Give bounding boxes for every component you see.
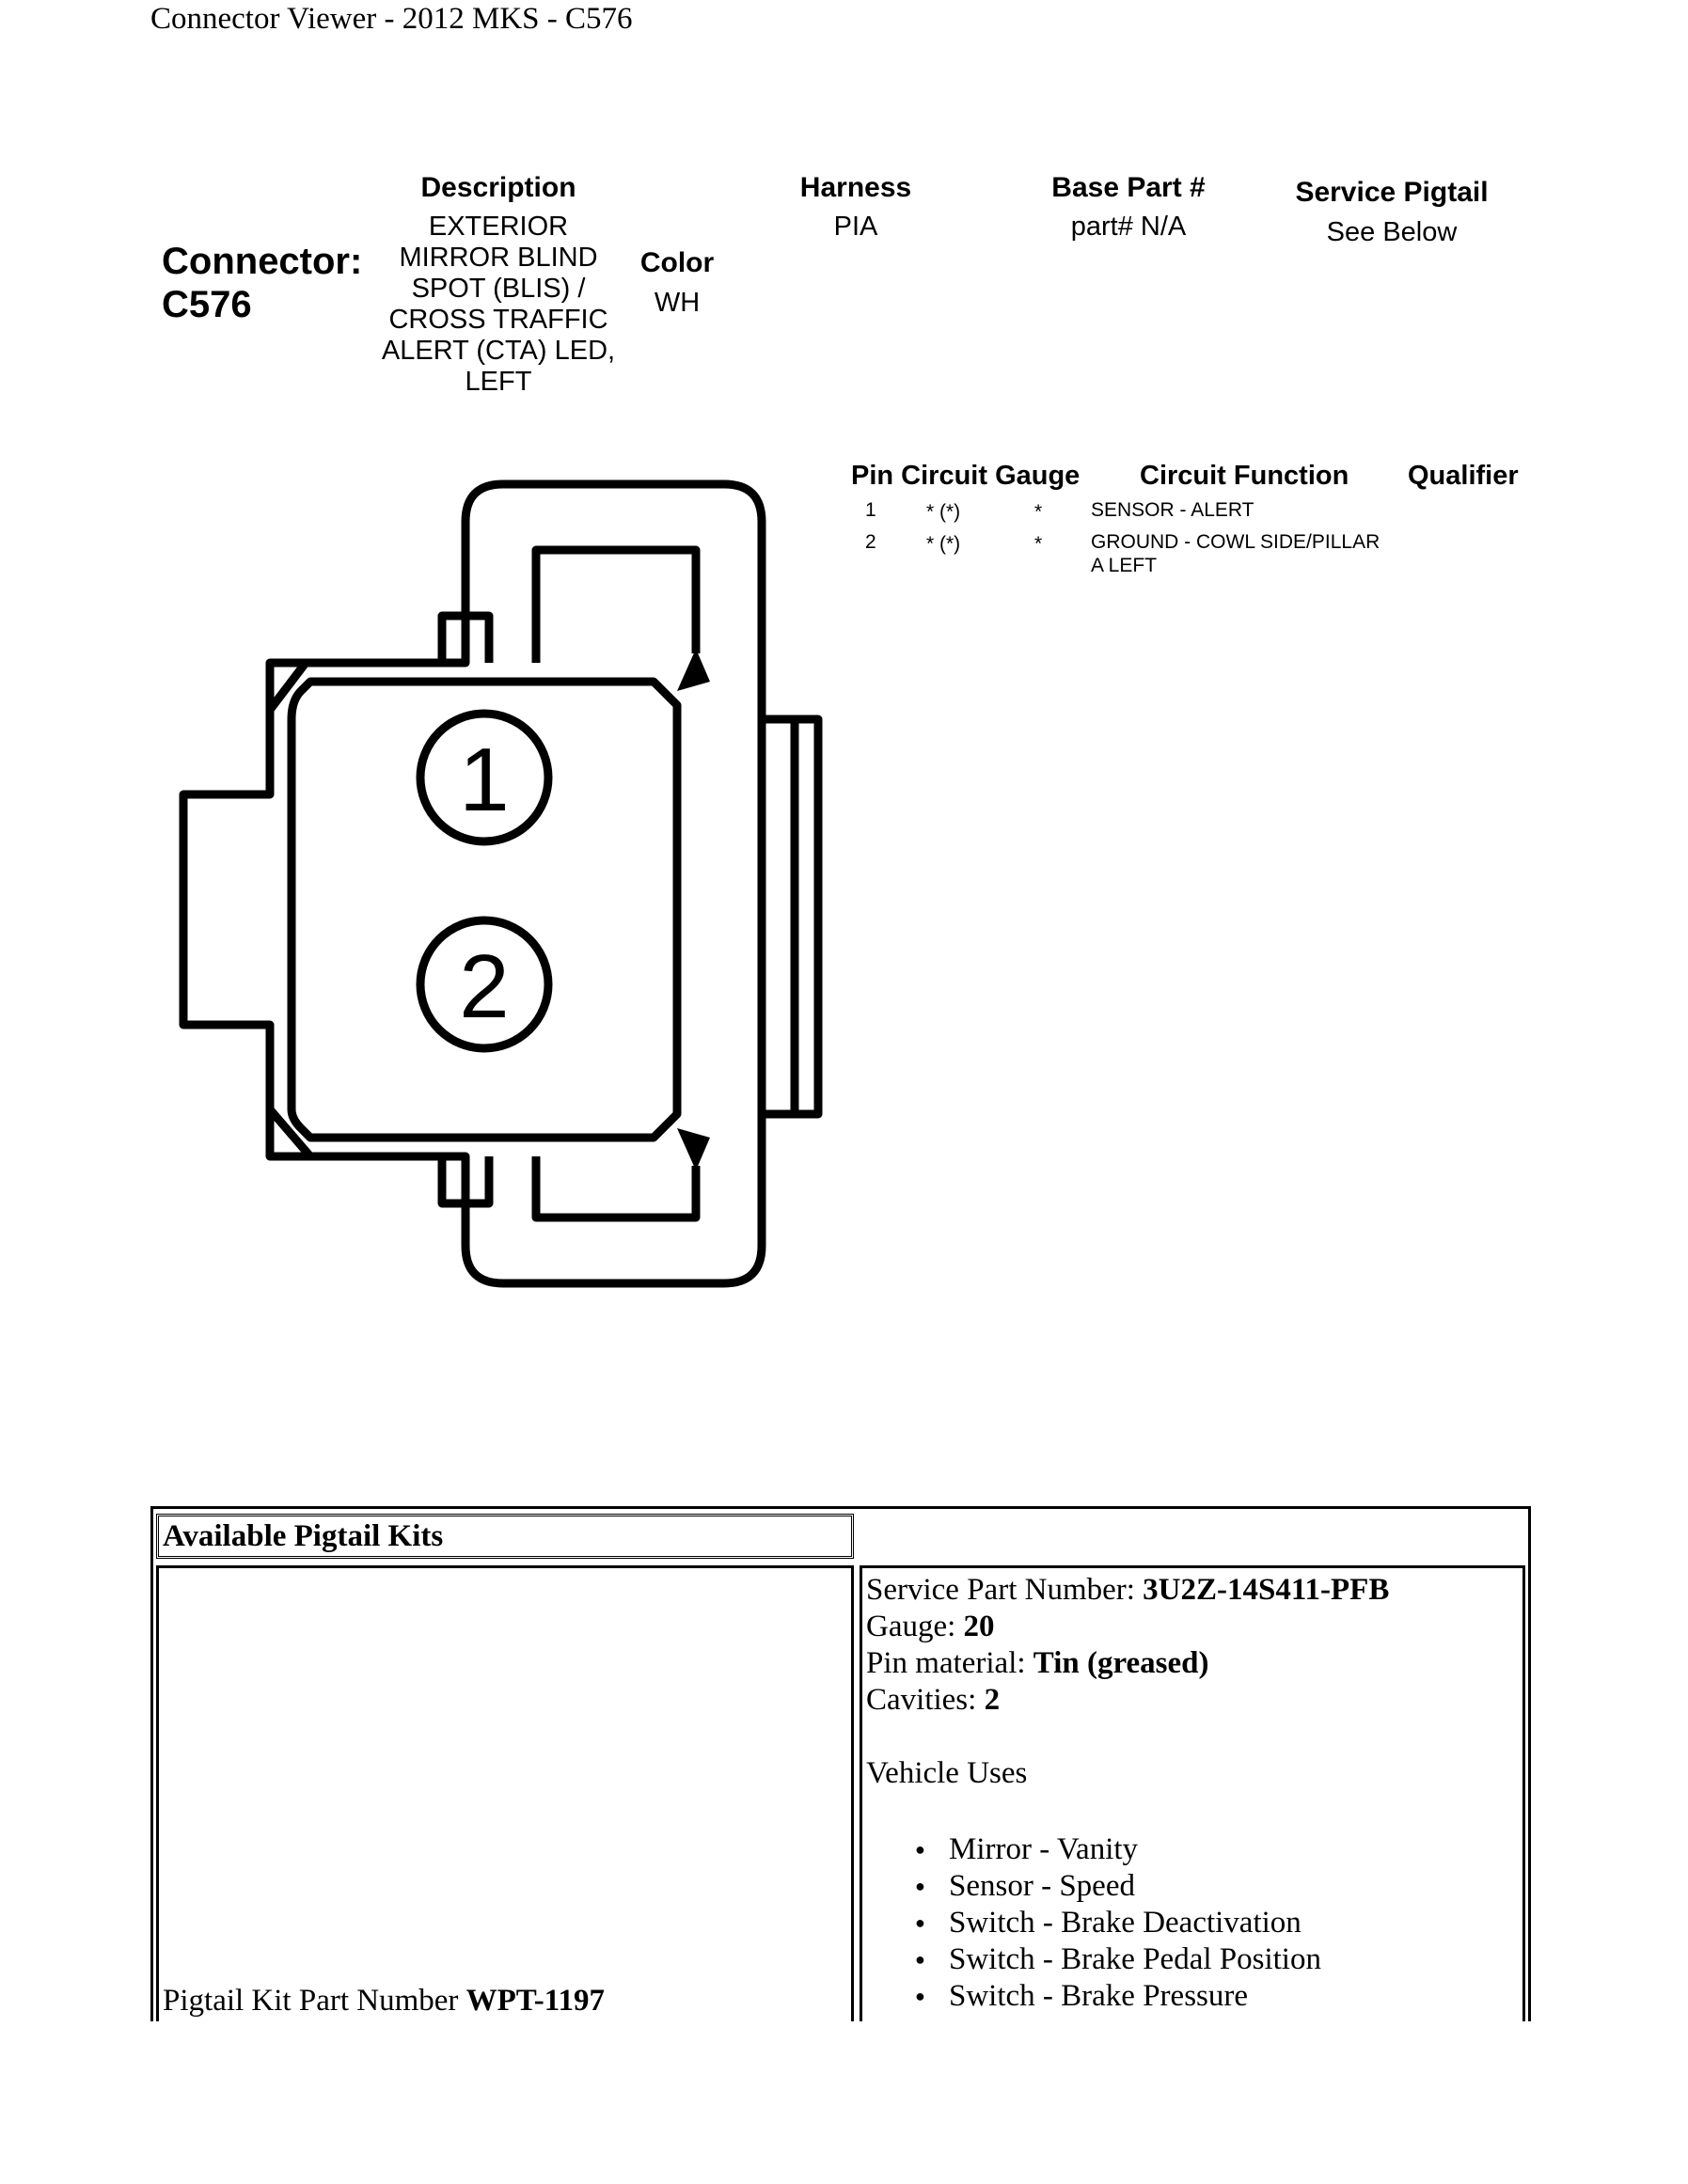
qualifier-header: Qualifier (1408, 461, 1519, 491)
pin-function-line: A LEFT (1091, 555, 1158, 576)
pin-function (1091, 498, 1254, 522)
cavities (866, 1682, 1522, 1719)
pigtail-kit-cell (156, 1565, 854, 2021)
list-item: ● Switch - Brake Deactivation (866, 1905, 1522, 1941)
description-line: LEFT (465, 367, 532, 397)
pin-gauge: * (1034, 533, 1043, 555)
pin-gauge: * (1034, 501, 1043, 523)
pigtail-heading: Available Pigtail Kits (156, 1514, 854, 1559)
pin-function-line: GROUND - COWL SIDE/PILLAR (1091, 531, 1380, 553)
color-header: Color (639, 247, 715, 278)
base-part-value: part# N/A (1070, 212, 1187, 242)
cavities-label: Cavities: (866, 1683, 985, 1717)
top-latch (536, 550, 696, 663)
service-part-label: Service Part Number: (866, 1573, 1144, 1607)
kit-number: WPT-1197 (465, 1984, 605, 2018)
page-title: Connector Viewer - 2012 MKS - C576 (150, 2, 633, 36)
left-chamfer (270, 663, 367, 710)
color-value: WH (654, 288, 701, 318)
list-item: ● Switch - Brake Pressure (866, 1978, 1522, 2015)
pin-function (1091, 530, 1380, 577)
pin-material (866, 1645, 1522, 1682)
description-header: Description (420, 172, 576, 203)
service-part-cell (860, 1565, 1525, 2021)
list-item: ● Switch - Brake Pedal Position (866, 1941, 1522, 1978)
connector-face-diagram (169, 461, 828, 1326)
list-item: ● Mirror - Vanity (866, 1831, 1522, 1868)
service-part-value: 3U2Z-14S411-PFB (1143, 1573, 1390, 1607)
description-line: EXTERIOR (428, 212, 569, 242)
connector-id: C576 (162, 284, 252, 325)
pin-2-label: 2 (459, 936, 510, 1037)
pin-material-label: Pin material: (866, 1646, 1033, 1680)
gauge-value: 20 (963, 1610, 995, 1643)
harness-header: Harness (799, 172, 912, 203)
base-part-header: Base Part # (1051, 172, 1206, 203)
service-pigtail-header: Service Pigtail (1295, 177, 1489, 208)
cavities-value: 2 (984, 1683, 1001, 1717)
connector-label (162, 240, 362, 326)
vehicle-uses-label: Vehicle Uses (866, 1756, 1028, 1790)
list-item: ● Sensor - Speed (866, 1868, 1522, 1905)
pin-circuit: * (*) (926, 533, 961, 555)
pin-function-line: SENSOR - ALERT (1091, 499, 1254, 521)
upper-arrow (677, 649, 710, 691)
gauge (866, 1609, 1522, 1645)
vehicle-uses-list (866, 1831, 1522, 2015)
kit-label: Pigtail Kit Part Number (163, 1984, 466, 2018)
description-line: ALERT (CTA) LED, (381, 336, 616, 366)
service-pigtail-value: See Below (1326, 217, 1458, 247)
pin-number: 1 (865, 499, 876, 521)
pin-1-label: 1 (459, 730, 510, 830)
pin-circuit-gauge-header: Pin Circuit Gauge (851, 461, 1081, 491)
connector-label-text: Connector: (162, 241, 363, 282)
description-value (357, 212, 639, 398)
description-line: SPOT (BLIS) / (411, 274, 586, 304)
right-key (762, 719, 818, 1114)
pin-circuit: * (*) (926, 501, 961, 523)
description-line: CROSS TRAFFIC (388, 305, 608, 335)
circuit-function-header: Circuit Function (1140, 461, 1349, 491)
service-part-number (866, 1572, 1522, 1609)
bottom-latch (536, 1156, 696, 1218)
pigtail-kit-part-number (163, 1983, 605, 2019)
pin-material-value: Tin (greased) (1033, 1646, 1209, 1680)
harness-value: PIA (833, 212, 878, 242)
description-line: MIRROR BLIND (399, 243, 598, 273)
gauge-label: Gauge: (866, 1610, 964, 1643)
lower-arrow (677, 1128, 710, 1171)
left-chamfer-bottom (270, 1109, 367, 1156)
pin-number: 2 (865, 531, 876, 553)
